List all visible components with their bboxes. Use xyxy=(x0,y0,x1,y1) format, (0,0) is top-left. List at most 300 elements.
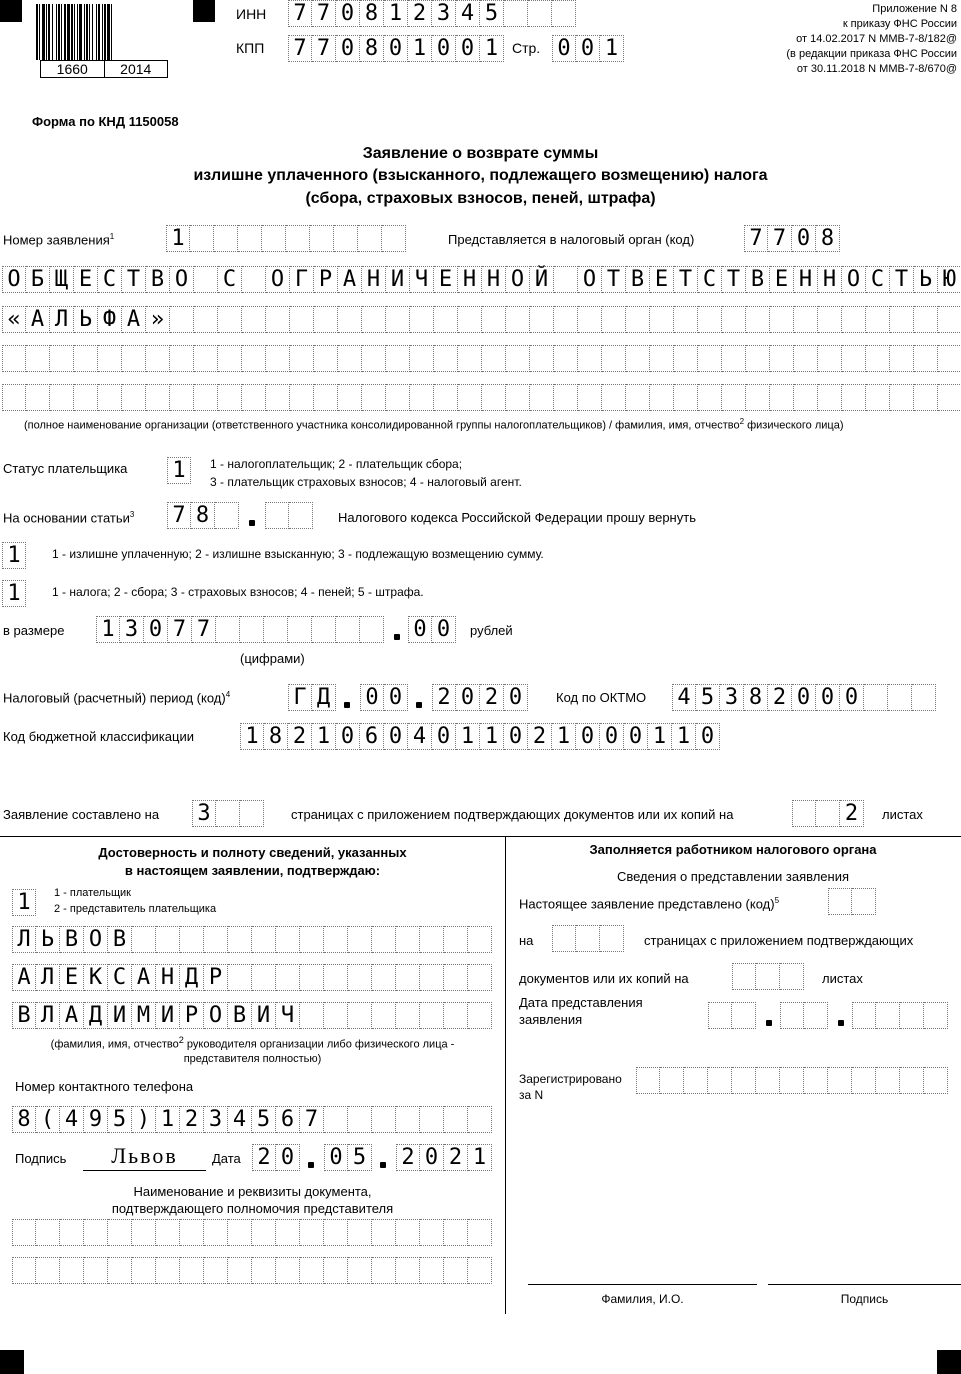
cell xyxy=(650,345,674,372)
office-sign-label: Подпись xyxy=(840,1292,889,1306)
cell xyxy=(314,345,338,372)
cell xyxy=(914,345,938,372)
org-name-line-3[interactable] xyxy=(2,345,961,372)
cell: В xyxy=(228,1002,252,1029)
tax-authority-code-field[interactable] xyxy=(744,225,840,252)
cell: О xyxy=(506,266,530,293)
cell xyxy=(108,1219,132,1246)
cell: Н xyxy=(794,266,818,293)
cell: 2 xyxy=(432,684,456,711)
cell xyxy=(828,1067,852,1094)
cell xyxy=(420,1257,444,1284)
cell xyxy=(888,684,912,711)
cell xyxy=(238,225,262,252)
section-divider xyxy=(0,836,961,837)
inn-label: ИНН xyxy=(236,6,267,22)
cell xyxy=(60,1219,84,1246)
barcode-bar xyxy=(67,4,70,60)
cell xyxy=(530,306,554,333)
cell xyxy=(396,926,420,953)
barcode-bar xyxy=(111,4,112,60)
cell xyxy=(794,345,818,372)
appendix-line: (в редакции приказа ФНС России xyxy=(786,48,957,60)
cell xyxy=(468,964,492,991)
cell: 0 xyxy=(696,723,720,750)
cell: ) xyxy=(132,1106,156,1133)
appendix-line: к приказу ФНС России xyxy=(842,18,957,30)
cell xyxy=(358,225,382,252)
cell: 7 xyxy=(167,502,191,529)
appendix-line: от 14.02.2017 N ММВ-7-8/182@ xyxy=(796,33,957,45)
kbk-field[interactable] xyxy=(240,723,720,750)
cell xyxy=(216,800,240,827)
cell xyxy=(420,1219,444,1246)
cell xyxy=(372,1106,396,1133)
cell: 0 xyxy=(384,35,408,62)
separator-dot xyxy=(344,702,350,708)
cell xyxy=(420,926,444,953)
cell: 0 xyxy=(456,684,480,711)
article-label: На основании статьи$^3$ xyxy=(3,510,135,526)
cell: 6 xyxy=(360,723,384,750)
cell: О xyxy=(578,266,602,293)
cell: Ю xyxy=(938,266,961,293)
cell: 7 xyxy=(312,35,336,62)
cell: Г xyxy=(290,266,314,293)
cell xyxy=(770,306,794,333)
cell: 1 xyxy=(12,889,36,916)
tax-period-year-field[interactable] xyxy=(432,684,528,711)
cell xyxy=(122,384,146,411)
cell: 2 xyxy=(840,800,864,827)
cell: О xyxy=(84,926,108,953)
page-label: Стр. xyxy=(512,40,541,56)
office-date-day-field[interactable] xyxy=(708,1002,756,1029)
cell xyxy=(600,925,624,952)
cell: Д xyxy=(312,684,336,711)
pages-label: Заявление составлено на xyxy=(3,807,160,822)
cell: Щ xyxy=(50,266,74,293)
authority-doc-label xyxy=(0,1183,505,1217)
cell xyxy=(756,963,780,990)
cell: 1 xyxy=(166,225,190,252)
cell: 0 xyxy=(600,723,624,750)
cell xyxy=(804,1002,828,1029)
cell xyxy=(626,345,650,372)
cell: 2 xyxy=(252,1144,276,1171)
signer-option-2: 2 - представитель плательщика xyxy=(54,903,217,915)
cell xyxy=(84,1219,108,1246)
cell xyxy=(214,225,238,252)
cell: С xyxy=(866,266,890,293)
barcode-bar xyxy=(52,4,53,60)
refund-type-field[interactable] xyxy=(2,542,26,569)
cell xyxy=(204,926,228,953)
cell xyxy=(396,964,420,991)
barcode-bar xyxy=(39,4,40,60)
cell xyxy=(242,266,266,293)
barcode-bar xyxy=(84,4,85,60)
cell: Ф xyxy=(98,306,122,333)
cell xyxy=(252,964,276,991)
date-day-field[interactable] xyxy=(252,1144,300,1171)
cell xyxy=(348,926,372,953)
cell: 5 xyxy=(348,1144,372,1171)
cell xyxy=(780,1067,804,1094)
surname-field[interactable] xyxy=(12,926,492,953)
cell xyxy=(362,306,386,333)
barcode-bar xyxy=(102,4,103,60)
cell xyxy=(300,964,324,991)
org-name-line-2[interactable] xyxy=(2,306,961,333)
office-reg-label-line-2: за N xyxy=(519,1088,544,1102)
name-field[interactable] xyxy=(12,964,492,991)
cell xyxy=(372,926,396,953)
separator-dot xyxy=(766,1020,772,1026)
oktmo-label: Код по ОКТМО xyxy=(556,690,647,705)
cell xyxy=(938,384,961,411)
cell: 1 xyxy=(384,0,408,27)
cell: Е xyxy=(434,266,458,293)
cell: Ь xyxy=(36,926,60,953)
attachment-sheets-field[interactable] xyxy=(792,800,864,827)
cell xyxy=(362,384,386,411)
cell xyxy=(410,384,434,411)
cell xyxy=(482,306,506,333)
cell xyxy=(506,345,530,372)
form-code: Форма по КНД 1150058 xyxy=(32,114,179,129)
cell xyxy=(108,1257,132,1284)
barcode-bar xyxy=(79,4,82,60)
cell: М xyxy=(132,1002,156,1029)
cell xyxy=(396,1002,420,1029)
cell: 2 xyxy=(288,723,312,750)
cell: В xyxy=(60,926,84,953)
cell: Е xyxy=(770,266,794,293)
cell xyxy=(170,306,194,333)
kbk-label: Код бюджетной классификации xyxy=(3,729,194,744)
cell xyxy=(780,963,804,990)
cell: 8 xyxy=(191,502,215,529)
cell xyxy=(300,1219,324,1246)
signature-field[interactable]: Львов xyxy=(83,1143,206,1171)
cell xyxy=(194,384,218,411)
cell: 1 xyxy=(480,723,504,750)
barcode-bar xyxy=(61,4,62,60)
cell xyxy=(794,384,818,411)
cell xyxy=(912,684,936,711)
office-reg-label xyxy=(519,1071,622,1103)
cell: 4 xyxy=(408,723,432,750)
cell xyxy=(348,1106,372,1133)
amount-caption: (цифрами) xyxy=(240,651,305,666)
cell xyxy=(338,384,362,411)
cell: 5 xyxy=(108,1106,132,1133)
cell: 7 xyxy=(312,0,336,27)
cell: 2 xyxy=(180,1106,204,1133)
payer-status-field[interactable] xyxy=(167,457,191,484)
article-main-field[interactable] xyxy=(167,502,239,529)
page-number-field[interactable] xyxy=(552,35,624,62)
cell: Ч xyxy=(276,1002,300,1029)
cell xyxy=(866,306,890,333)
office-date-month-field[interactable] xyxy=(780,1002,828,1029)
cell xyxy=(146,384,170,411)
cell xyxy=(228,1219,252,1246)
cell: 3 xyxy=(720,684,744,711)
amount-rubles-field[interactable] xyxy=(96,616,384,643)
cell xyxy=(300,926,324,953)
cell xyxy=(74,384,98,411)
cell: Т xyxy=(602,266,626,293)
cell xyxy=(26,384,50,411)
cell xyxy=(890,384,914,411)
cell: С xyxy=(218,266,242,293)
cell: 4 xyxy=(456,0,480,27)
cell xyxy=(194,306,218,333)
name-caption: (фамилия, имя, отчество$^2$ руководителя организации либо физического лица - представителя полностью) xyxy=(50,1035,455,1065)
cell xyxy=(156,926,180,953)
cell xyxy=(746,306,770,333)
office-reg-number-field[interactable] xyxy=(636,1067,948,1094)
cell xyxy=(289,502,313,529)
oktmo-field[interactable] xyxy=(672,684,936,711)
date-month-field[interactable] xyxy=(324,1144,372,1171)
cell xyxy=(386,384,410,411)
patronymic-field[interactable] xyxy=(12,1002,492,1029)
cell: О xyxy=(204,1002,228,1029)
corner-marker xyxy=(193,0,215,22)
separator-dot xyxy=(249,520,255,526)
date-year-field[interactable] xyxy=(396,1144,492,1171)
cell xyxy=(842,345,866,372)
cell: 9 xyxy=(84,1106,108,1133)
cell xyxy=(216,616,240,643)
cell xyxy=(410,306,434,333)
signer-type-field[interactable] xyxy=(12,889,36,916)
cell xyxy=(924,1067,948,1094)
org-name-caption: (полное наименование организации (ответственного участника консолидированной группы налогоплательщиков) / фамилия, имя, отчество$^2$ физического лица) xyxy=(24,417,844,432)
cell: 2 xyxy=(768,684,792,711)
barcode-bar xyxy=(92,4,93,60)
cell xyxy=(554,384,578,411)
cell xyxy=(732,1067,756,1094)
payment-type-field[interactable] xyxy=(2,580,26,607)
cell: 1 xyxy=(312,723,336,750)
cell xyxy=(674,384,698,411)
cell xyxy=(324,1002,348,1029)
cell: 7 xyxy=(192,616,216,643)
cell xyxy=(852,1002,876,1029)
cell: Т xyxy=(122,266,146,293)
cell xyxy=(842,384,866,411)
cell xyxy=(818,345,842,372)
corner-marker xyxy=(0,0,22,22)
cell xyxy=(132,1257,156,1284)
cell: 1 xyxy=(600,35,624,62)
cell xyxy=(756,1067,780,1094)
appendix-line: Приложение N 8 xyxy=(872,3,957,15)
cell xyxy=(578,345,602,372)
cell xyxy=(362,345,386,372)
cell: 7 xyxy=(168,616,192,643)
tax-period-num-field[interactable] xyxy=(360,684,408,711)
cell xyxy=(194,266,218,293)
cell xyxy=(12,1257,36,1284)
cell: А xyxy=(26,306,50,333)
authority-doc-line-2[interactable] xyxy=(12,1257,492,1284)
cell xyxy=(372,1219,396,1246)
cell xyxy=(792,800,816,827)
cell xyxy=(698,306,722,333)
refund-type-options: 1 - излишне уплаченную; 2 - излишне взысканную; 3 - подлежащую возмещению сумму. xyxy=(52,547,544,561)
cell: Р xyxy=(314,266,338,293)
cell xyxy=(324,926,348,953)
appendix-line: от 30.11.2018 N ММВ-7-8/670@ xyxy=(796,63,957,75)
confirm-title-line-1: Достоверность и полноту сведений, указанных xyxy=(98,845,407,860)
cell: Й xyxy=(530,266,554,293)
phone-field[interactable] xyxy=(12,1106,492,1133)
cell: И xyxy=(156,1002,180,1029)
cell: В xyxy=(12,1002,36,1029)
cell xyxy=(458,306,482,333)
cell xyxy=(866,345,890,372)
office-code-field[interactable] xyxy=(828,888,876,915)
cell xyxy=(252,1219,276,1246)
tax-period-code-field[interactable] xyxy=(288,684,336,711)
cell: 5 xyxy=(480,0,504,27)
cell xyxy=(218,306,242,333)
cell xyxy=(194,345,218,372)
cell xyxy=(804,1067,828,1094)
office-date-year-field[interactable] xyxy=(852,1002,948,1029)
cell: Р xyxy=(180,1002,204,1029)
cell xyxy=(842,306,866,333)
cell xyxy=(554,266,578,293)
cell: 0 xyxy=(432,723,456,750)
cell: Л xyxy=(36,1002,60,1029)
cell: 0 xyxy=(336,35,360,62)
cell xyxy=(444,1257,468,1284)
office-subtitle: Сведения о представлении заявления xyxy=(616,869,850,884)
cell xyxy=(506,384,530,411)
cell: 3 xyxy=(432,0,456,27)
cell: Т xyxy=(722,266,746,293)
cell: 1 xyxy=(96,616,120,643)
cell xyxy=(190,225,214,252)
inn-field[interactable] xyxy=(288,0,576,27)
cell: 8 xyxy=(360,0,384,27)
cell: 0 xyxy=(144,616,168,643)
cell xyxy=(684,1067,708,1094)
org-name-line-1[interactable] xyxy=(2,266,961,293)
cell: 1 xyxy=(156,1106,180,1133)
payer-status-option-2: 3 - плательщик страховых взносов; 4 - налоговый агент. xyxy=(210,475,522,489)
authority-doc-label-line-1: Наименование и реквизиты документа, xyxy=(133,1184,372,1199)
cell xyxy=(866,384,890,411)
cell xyxy=(314,306,338,333)
cell: Н xyxy=(482,266,506,293)
cell xyxy=(170,384,194,411)
office-date-label xyxy=(519,994,643,1028)
cell: 8 xyxy=(264,723,288,750)
cell xyxy=(698,384,722,411)
office-pages-field[interactable] xyxy=(552,925,624,952)
org-name-line-4[interactable] xyxy=(2,384,961,411)
cell: 1 xyxy=(648,723,672,750)
signer-option-1: 1 - плательщик xyxy=(54,887,131,899)
cell: В xyxy=(146,266,170,293)
corner-marker xyxy=(0,1350,24,1374)
cell xyxy=(132,1219,156,1246)
cell: Т xyxy=(674,266,698,293)
appendix-note xyxy=(786,2,957,77)
cell: 4 xyxy=(60,1106,84,1133)
cell: 1 xyxy=(552,723,576,750)
cell: 4 xyxy=(672,684,696,711)
cell: Р xyxy=(204,964,228,991)
cell: 0 xyxy=(324,1144,348,1171)
cell xyxy=(852,888,876,915)
barcode-bar xyxy=(98,4,100,60)
cell: К xyxy=(84,964,108,991)
cell xyxy=(84,1257,108,1284)
cell: А xyxy=(12,964,36,991)
cell xyxy=(914,306,938,333)
application-number-field[interactable] xyxy=(166,225,406,252)
cell xyxy=(482,345,506,372)
cell xyxy=(312,616,336,643)
office-sheets-field[interactable] xyxy=(732,963,804,990)
cell: 8 xyxy=(816,225,840,252)
cell xyxy=(900,1002,924,1029)
cell: 8 xyxy=(744,684,768,711)
article-sub-field[interactable] xyxy=(265,502,313,529)
office-docs-text: документов или их копий на xyxy=(519,971,689,986)
fio-line xyxy=(528,1284,757,1285)
cell: С xyxy=(108,964,132,991)
cell xyxy=(228,926,252,953)
application-number-label: Номер заявления$^1$ xyxy=(3,232,115,248)
cell: 0 xyxy=(336,723,360,750)
cell: 0 xyxy=(504,723,528,750)
cell xyxy=(204,1219,228,1246)
cell: 0 xyxy=(576,723,600,750)
cell: 5 xyxy=(696,684,720,711)
cell xyxy=(314,384,338,411)
cell xyxy=(444,1002,468,1029)
cell: О xyxy=(266,266,290,293)
barcode xyxy=(36,4,168,60)
barcode-bar xyxy=(42,4,45,60)
amount-kopecks-field[interactable] xyxy=(408,616,456,643)
cell xyxy=(180,1257,204,1284)
cell xyxy=(722,306,746,333)
kpp-field[interactable] xyxy=(288,35,504,62)
cell: С xyxy=(98,266,122,293)
authority-doc-line-1[interactable] xyxy=(12,1219,492,1246)
cell xyxy=(708,1002,732,1029)
pages-field[interactable] xyxy=(192,800,264,827)
cell xyxy=(300,1002,324,1029)
cell xyxy=(914,384,938,411)
barcode-left-number: 1660 xyxy=(41,61,105,77)
cell xyxy=(900,1067,924,1094)
cell xyxy=(360,616,384,643)
cell: 2 xyxy=(408,0,432,27)
confirm-title-line-2: в настоящем заявлении, подтверждаю: xyxy=(124,863,381,878)
office-reg-label-line-1: Зарегистрировано xyxy=(519,1072,622,1086)
